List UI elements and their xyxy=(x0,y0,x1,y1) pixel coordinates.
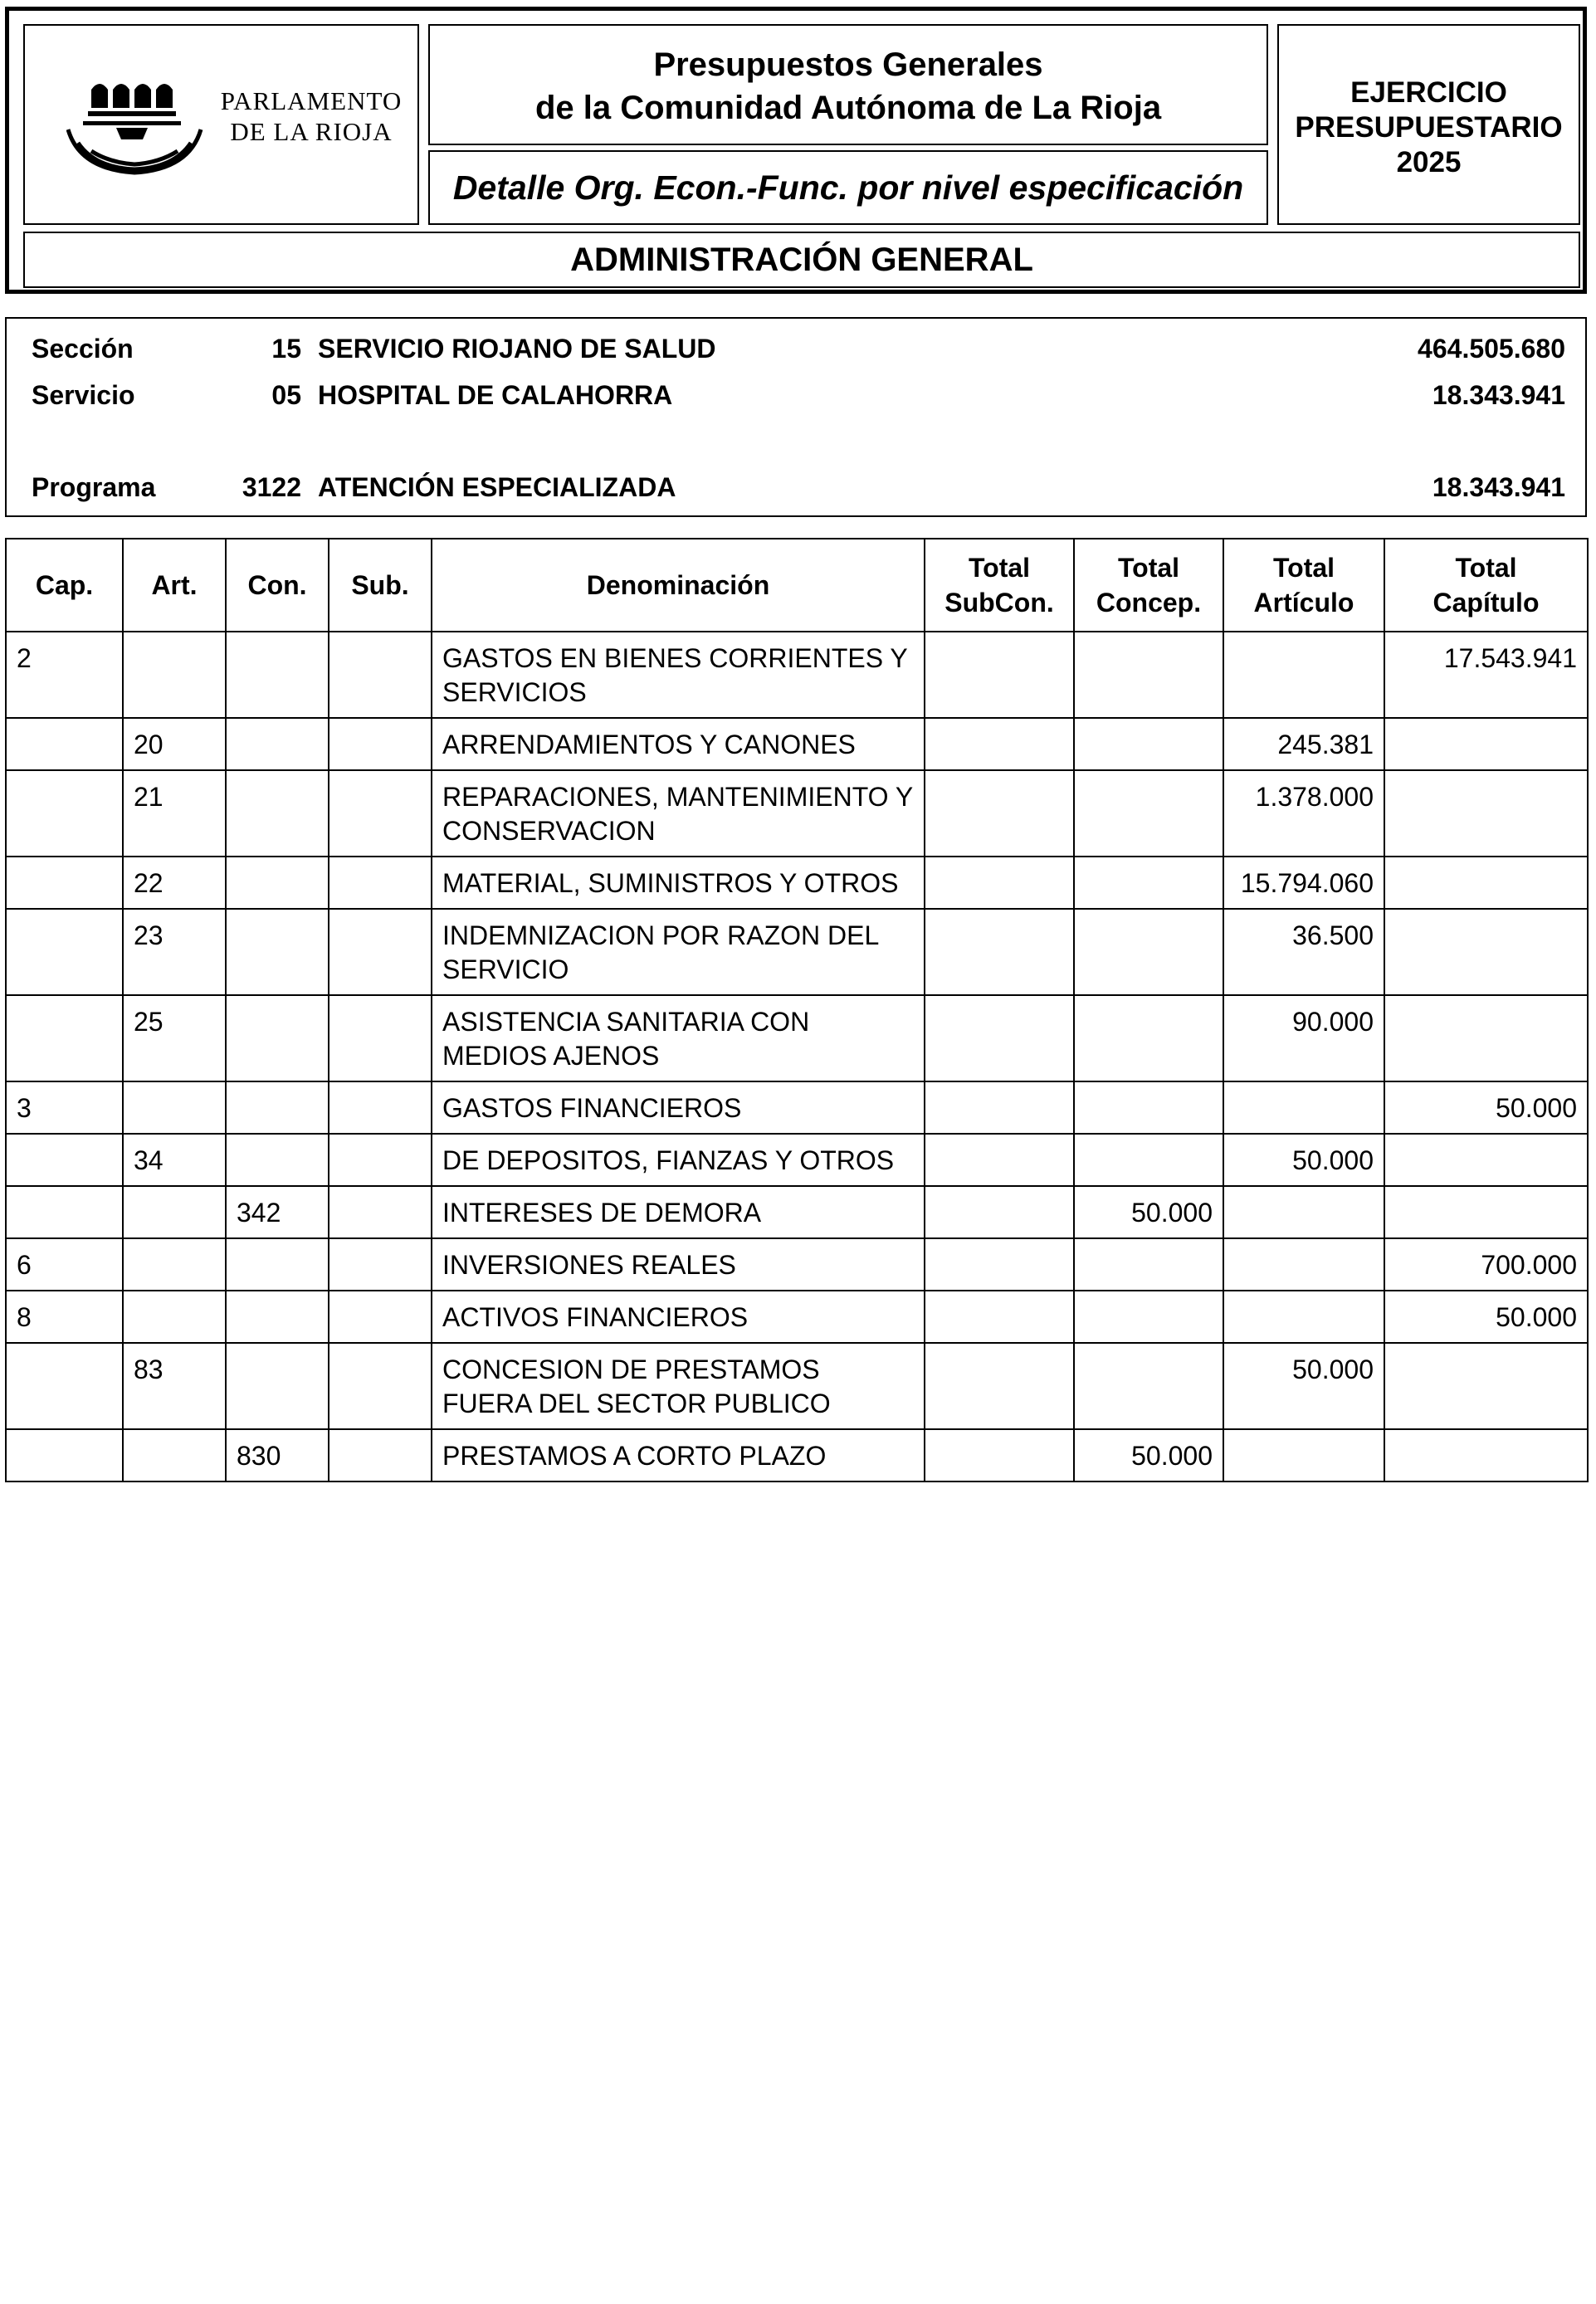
cell-total-concep xyxy=(1074,1134,1223,1186)
cell-total-concep: 50.000 xyxy=(1074,1429,1223,1481)
year-line-2: PRESUPUESTARIO xyxy=(1295,111,1563,144)
year-line-3: 2025 xyxy=(1396,146,1462,178)
logo-line-1: PARLAMENTO xyxy=(220,86,403,115)
cell-total-subcon xyxy=(925,1186,1074,1238)
cell-denominacion: ASISTENCIA SANITARIA CON MEDIOS AJENOS xyxy=(432,995,925,1081)
table-row xyxy=(6,1134,1588,1186)
cell-total-articulo: 90.000 xyxy=(1223,995,1384,1081)
cell-cap xyxy=(6,1429,123,1481)
cell-total-subcon xyxy=(925,1134,1074,1186)
cell-sub xyxy=(329,1081,432,1134)
logo-box xyxy=(23,24,419,225)
table-row xyxy=(6,1081,1588,1134)
cell-cap: 3 xyxy=(6,1081,123,1134)
cell-denominacion: REPARACIONES, MANTENIMIENTO Y CONSERVACION xyxy=(432,770,925,857)
cell-cap: 8 xyxy=(6,1291,123,1343)
cell-con xyxy=(226,1238,329,1291)
cell-con xyxy=(226,857,329,909)
parlamento-logo-icon xyxy=(66,71,212,188)
programa-amount: 18.343.941 xyxy=(1432,472,1565,502)
section-info xyxy=(5,317,1587,517)
cell-denominacion: GASTOS EN BIENES CORRIENTES Y SERVICIOS xyxy=(432,632,925,718)
cell-con xyxy=(226,1343,329,1429)
cell-cap xyxy=(6,718,123,770)
cell-total-articulo xyxy=(1223,632,1384,718)
cell-denominacion: DE DEPOSITOS, FIANZAS Y OTROS xyxy=(432,1134,925,1186)
cell-art xyxy=(123,1081,226,1134)
cell-total-concep xyxy=(1074,857,1223,909)
fiscal-year-box xyxy=(1277,24,1580,225)
cell-total-concep: 50.000 xyxy=(1074,1186,1223,1238)
table-body xyxy=(6,632,1588,1481)
cell-sub xyxy=(329,718,432,770)
cell-total-articulo xyxy=(1223,1291,1384,1343)
cell-con: 830 xyxy=(226,1429,329,1481)
cell-total-articulo xyxy=(1223,1186,1384,1238)
cell-cap xyxy=(6,1343,123,1429)
cell-art: 21 xyxy=(123,770,226,857)
header-cap: Cap. xyxy=(6,539,123,632)
cell-cap: 6 xyxy=(6,1238,123,1291)
cell-total-capitulo: 50.000 xyxy=(1384,1291,1588,1343)
header-total-subcon xyxy=(925,539,1074,632)
header-total-capitulo-2: Capítulo xyxy=(1432,588,1540,617)
cell-total-capitulo xyxy=(1384,857,1588,909)
cell-con xyxy=(226,995,329,1081)
cell-total-articulo: 50.000 xyxy=(1223,1134,1384,1186)
header-total-concep-2: Concep. xyxy=(1096,588,1202,617)
seccion-name: SERVICIO RIOJANO DE SALUD xyxy=(318,334,716,364)
cell-total-concep xyxy=(1074,632,1223,718)
cell-sub xyxy=(329,1186,432,1238)
table-row xyxy=(6,1429,1588,1481)
header-total-articulo xyxy=(1223,539,1384,632)
cell-total-articulo: 15.794.060 xyxy=(1223,857,1384,909)
cell-art: 34 xyxy=(123,1134,226,1186)
cell-sub xyxy=(329,632,432,718)
year-line-1: EJERCICIO xyxy=(1350,76,1507,109)
cell-total-articulo xyxy=(1223,1081,1384,1134)
seccion-amount: 464.505.680 xyxy=(1418,334,1565,364)
cell-total-articulo xyxy=(1223,1429,1384,1481)
cell-total-concep xyxy=(1074,1343,1223,1429)
cell-art xyxy=(123,1186,226,1238)
cell-sub xyxy=(329,857,432,909)
cell-total-capitulo xyxy=(1384,1429,1588,1481)
table-row xyxy=(6,995,1588,1081)
cell-cap xyxy=(6,857,123,909)
cell-con xyxy=(226,770,329,857)
logo-text xyxy=(207,85,415,147)
header-total-articulo-2: Artículo xyxy=(1253,588,1354,617)
table-row xyxy=(6,632,1588,718)
servicio-label: Servicio xyxy=(32,380,135,410)
cell-con: 342 xyxy=(226,1186,329,1238)
header-total-subcon-2: SubCon. xyxy=(944,588,1054,617)
cell-denominacion: GASTOS FINANCIEROS xyxy=(432,1081,925,1134)
cell-total-articulo: 1.378.000 xyxy=(1223,770,1384,857)
cell-con xyxy=(226,1134,329,1186)
cell-art: 25 xyxy=(123,995,226,1081)
table-row xyxy=(6,770,1588,857)
cell-con xyxy=(226,909,329,995)
cell-cap xyxy=(6,1134,123,1186)
cell-total-subcon xyxy=(925,1238,1074,1291)
seccion-label: Sección xyxy=(32,334,134,364)
header-art: Art. xyxy=(123,539,226,632)
table-row xyxy=(6,1186,1588,1238)
cell-denominacion: INTERESES DE DEMORA xyxy=(432,1186,925,1238)
cell-art xyxy=(123,632,226,718)
cell-denominacion: INDEMNIZACION POR RAZON DEL SERVICIO xyxy=(432,909,925,995)
seccion-row xyxy=(7,332,1585,365)
cell-total-capitulo xyxy=(1384,1343,1588,1429)
cell-total-concep xyxy=(1074,1081,1223,1134)
programa-name: ATENCIÓN ESPECIALIZADA xyxy=(318,472,676,502)
cell-sub xyxy=(329,1238,432,1291)
cell-total-capitulo: 50.000 xyxy=(1384,1081,1588,1134)
cell-con xyxy=(226,718,329,770)
table-row xyxy=(6,1343,1588,1429)
logo-line-2: DE LA RIOJA xyxy=(230,117,393,146)
cell-total-subcon xyxy=(925,1081,1074,1134)
cell-cap xyxy=(6,995,123,1081)
cell-total-subcon xyxy=(925,995,1074,1081)
cell-total-capitulo xyxy=(1384,995,1588,1081)
seccion-code: 15 xyxy=(271,334,301,364)
cell-sub xyxy=(329,1134,432,1186)
cell-con xyxy=(226,632,329,718)
administration-title: ADMINISTRACIÓN GENERAL xyxy=(23,232,1580,288)
cell-total-concep xyxy=(1074,770,1223,857)
header-total-capitulo-1: Total xyxy=(1455,553,1517,583)
cell-denominacion: ARRENDAMIENTOS Y CANONES xyxy=(432,718,925,770)
header-total-subcon-1: Total xyxy=(968,553,1031,583)
cell-total-subcon xyxy=(925,632,1074,718)
cell-art: 20 xyxy=(123,718,226,770)
cell-sub xyxy=(329,1429,432,1481)
header-total-concep-1: Total xyxy=(1117,553,1180,583)
cell-total-concep xyxy=(1074,909,1223,995)
programa-label: Programa xyxy=(32,472,156,502)
cell-art xyxy=(123,1429,226,1481)
cell-total-capitulo xyxy=(1384,1134,1588,1186)
cell-total-articulo: 50.000 xyxy=(1223,1343,1384,1429)
cell-total-articulo xyxy=(1223,1238,1384,1291)
servicio-row xyxy=(7,378,1585,412)
budget-title xyxy=(428,24,1268,145)
title-line-1: Presupuestos Generales xyxy=(653,46,1043,83)
cell-sub xyxy=(329,909,432,995)
cell-total-concep xyxy=(1074,1238,1223,1291)
cell-total-capitulo xyxy=(1384,909,1588,995)
cell-total-capitulo xyxy=(1384,718,1588,770)
cell-sub xyxy=(329,770,432,857)
programa-code: 3122 xyxy=(242,472,301,502)
table-row xyxy=(6,1238,1588,1291)
cell-total-subcon xyxy=(925,770,1074,857)
servicio-code: 05 xyxy=(271,380,301,410)
table-header-row xyxy=(6,539,1588,632)
cell-total-capitulo xyxy=(1384,1186,1588,1238)
cell-art xyxy=(123,1238,226,1291)
cell-cap: 2 xyxy=(6,632,123,718)
cell-sub xyxy=(329,1291,432,1343)
cell-denominacion: CONCESION DE PRESTAMOS FUERA DEL SECTOR PUBLICO xyxy=(432,1343,925,1429)
document-header xyxy=(5,7,1587,294)
cell-total-articulo: 245.381 xyxy=(1223,718,1384,770)
cell-total-concep xyxy=(1074,995,1223,1081)
cell-total-articulo: 36.500 xyxy=(1223,909,1384,995)
cell-total-capitulo: 700.000 xyxy=(1384,1238,1588,1291)
table-row xyxy=(6,718,1588,770)
report-subtitle: Detalle Org. Econ.-Func. por nivel especificación xyxy=(428,150,1268,225)
cell-total-capitulo xyxy=(1384,770,1588,857)
cell-art xyxy=(123,1291,226,1343)
cell-total-concep xyxy=(1074,718,1223,770)
cell-denominacion: MATERIAL, SUMINISTROS Y OTROS xyxy=(432,857,925,909)
cell-art: 23 xyxy=(123,909,226,995)
header-total-capitulo xyxy=(1384,539,1588,632)
header-sub: Sub. xyxy=(329,539,432,632)
cell-sub xyxy=(329,1343,432,1429)
cell-total-capitulo: 17.543.941 xyxy=(1384,632,1588,718)
table-row xyxy=(6,909,1588,995)
cell-denominacion: PRESTAMOS A CORTO PLAZO xyxy=(432,1429,925,1481)
header-con: Con. xyxy=(226,539,329,632)
cell-total-subcon xyxy=(925,857,1074,909)
header-total-concep xyxy=(1074,539,1223,632)
table-row xyxy=(6,857,1588,909)
cell-total-subcon xyxy=(925,718,1074,770)
header-total-articulo-1: Total xyxy=(1272,553,1335,583)
header-denominacion: Denominación xyxy=(432,539,925,632)
programa-row xyxy=(7,471,1585,504)
cell-con xyxy=(226,1291,329,1343)
title-line-2: de la Comunidad Autónoma de La Rioja xyxy=(534,90,1162,126)
cell-art: 22 xyxy=(123,857,226,909)
cell-total-subcon xyxy=(925,909,1074,995)
cell-denominacion: INVERSIONES REALES xyxy=(432,1238,925,1291)
cell-cap xyxy=(6,909,123,995)
servicio-name: HOSPITAL DE CALAHORRA xyxy=(318,380,673,410)
servicio-amount: 18.343.941 xyxy=(1432,380,1565,410)
cell-cap xyxy=(6,770,123,857)
table-row xyxy=(6,1291,1588,1343)
cell-cap xyxy=(6,1186,123,1238)
cell-sub xyxy=(329,995,432,1081)
cell-total-concep xyxy=(1074,1291,1223,1343)
cell-total-subcon xyxy=(925,1343,1074,1429)
cell-con xyxy=(226,1081,329,1134)
cell-total-subcon xyxy=(925,1291,1074,1343)
budget-table xyxy=(5,538,1589,1482)
cell-denominacion: ACTIVOS FINANCIEROS xyxy=(432,1291,925,1343)
cell-total-subcon xyxy=(925,1429,1074,1481)
cell-art: 83 xyxy=(123,1343,226,1429)
